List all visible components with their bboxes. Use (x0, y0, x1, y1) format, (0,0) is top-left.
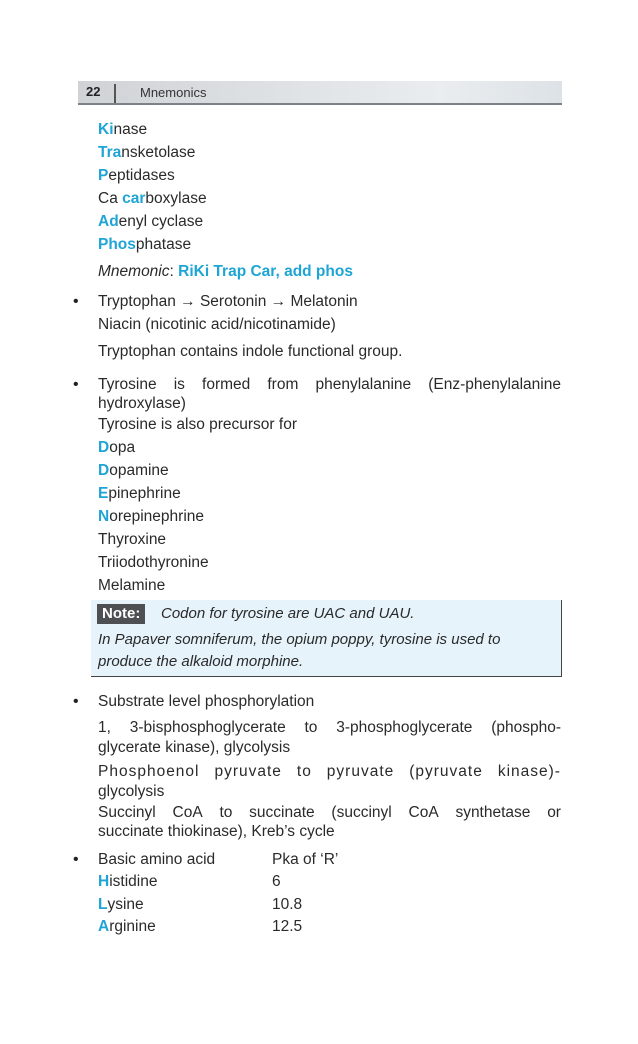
table-header-pka: Pka of ‘R’ (272, 851, 339, 868)
table-cell-pka: 6 (272, 873, 281, 890)
list-item (98, 235, 191, 255)
tyrosine-line-2: hydroxylase) (98, 395, 186, 412)
mnemonic-letter: H (98, 873, 110, 890)
word: to (304, 719, 318, 736)
word: Succinyl (98, 804, 156, 821)
tyrosine-line-3: Tyrosine is also precursor for (98, 416, 297, 433)
running-title: Mnemonics (140, 85, 207, 100)
word: 3-bisphosphoglycerate (129, 719, 286, 736)
word: phenylalanine (315, 376, 412, 393)
list-item-text: nase (113, 121, 148, 138)
mnemonic-letter: Tra (98, 144, 122, 161)
substrate-line-4: glycolysis (98, 783, 165, 800)
list-item (98, 438, 135, 458)
mnemonic-letter: D (98, 439, 110, 456)
header-rule (78, 103, 562, 105)
pathway-step: Melatonin (290, 293, 358, 310)
word: 3-phosphoglycerate (336, 719, 473, 736)
mnemonic-letter: E (98, 485, 109, 502)
word: to (219, 804, 233, 821)
word: kinase)- (497, 763, 561, 780)
substrate-title: Substrate level phosphorylation (98, 693, 315, 710)
word: succinate (249, 804, 315, 821)
table-cell-amino-acid (98, 917, 156, 937)
mnemonic-separator: : (169, 263, 179, 280)
substrate-line-6: succinate thiokinase), Kreb’s cycle (98, 823, 335, 840)
word: to (296, 763, 312, 780)
mnemonic-letter: P (98, 167, 109, 184)
list-item-text: opamine (109, 462, 169, 479)
list-item (98, 212, 203, 232)
pathway-step: Tryptophan (98, 293, 176, 310)
list-item-text: orepinephrine (109, 508, 204, 525)
table-header-amino-acid: Basic amino acid (98, 851, 216, 868)
list-item-text: enyl cyclase (118, 213, 204, 230)
list-item (98, 166, 175, 186)
mnemonic-letter: Ad (98, 213, 119, 230)
note-line-3: produce the alkaloid morphine. (98, 653, 304, 670)
list-item-text: boxylase (145, 190, 207, 207)
word: CoA (172, 804, 203, 821)
list-item (98, 484, 181, 504)
table-cell-amino-acid (98, 895, 144, 915)
mnemonic-text: RiKi Trap Car, add phos (178, 263, 353, 280)
substrate-line-1 (98, 718, 561, 738)
list-item (98, 461, 169, 481)
word: (phospho- (491, 719, 561, 736)
word: Tyrosine (98, 376, 157, 393)
list-item-text: pinephrine (108, 485, 181, 502)
list-item-text: phatase (135, 236, 192, 253)
amino-acid-name: istidine (109, 873, 158, 890)
bullet-icon: • (73, 693, 79, 710)
word: 1, (98, 719, 111, 736)
arrow-icon: → (180, 293, 196, 310)
word: is (173, 376, 185, 393)
word: (Enz-phenylalanine (428, 376, 561, 393)
substrate-line-2: glycerate kinase), glycolysis (98, 739, 291, 756)
substrate-line-3 (98, 762, 561, 782)
pathway-step: Serotonin (199, 293, 267, 310)
word: pyruvate (326, 763, 395, 780)
indole-line: Tryptophan contains indole functional group. (98, 343, 403, 360)
mnemonic-letter: L (98, 896, 108, 913)
table-cell-amino-acid (98, 872, 157, 892)
mnemonic-letter: Phos (98, 236, 136, 253)
note-label: Note: (97, 604, 145, 624)
amino-acid-name: ysine (107, 896, 144, 913)
word: from (267, 376, 299, 393)
list-item (98, 189, 207, 209)
tyrosine-line-1 (98, 375, 561, 395)
list-item (98, 576, 165, 596)
list-item (98, 143, 195, 163)
list-item (98, 120, 147, 140)
table-cell-pka: 12.5 (272, 918, 303, 935)
mnemonic-label: Mnemonic (98, 263, 170, 280)
mnemonic-letter: A (98, 918, 110, 935)
word: synthetase (455, 804, 531, 821)
mnemonic-letter: N (98, 508, 110, 525)
list-item-text: nsketolase (121, 144, 196, 161)
list-item (98, 530, 166, 550)
mnemonic-letter: Ki (98, 121, 114, 138)
list-item (98, 507, 204, 527)
word: formed (202, 376, 251, 393)
list-item-text: Melamine (98, 577, 166, 594)
word: or (547, 804, 561, 821)
amino-acid-name: rginine (109, 918, 156, 935)
list-item-text: opa (109, 439, 136, 456)
word: (pyruvate (409, 763, 483, 780)
list-item (98, 553, 209, 573)
note-line-1: Codon for tyrosine are UAC and UAU. (161, 605, 415, 622)
bullet-icon: • (73, 376, 79, 393)
mnemonic-letter: D (98, 462, 110, 479)
word: CoA (408, 804, 439, 821)
niacin-line: Niacin (nicotinic acid/nicotinamide) (98, 316, 336, 333)
word: Phosphoenol (98, 763, 200, 780)
list-item-text: Thyroxine (98, 531, 167, 548)
tryptophan-pathway (98, 292, 358, 312)
word: pyruvate (214, 763, 282, 780)
header-separator (114, 84, 116, 103)
list-item-prefix: Ca (98, 190, 123, 207)
mnemonic-letter: car (122, 190, 146, 207)
bullet-icon: • (73, 851, 79, 868)
list-item-text: Triiodothyronine (98, 554, 209, 571)
mnemonic-line (98, 262, 353, 282)
arrow-icon: → (270, 293, 287, 310)
substrate-line-5 (98, 803, 561, 823)
bullet-icon: • (73, 293, 79, 310)
list-item-text: eptidases (108, 167, 175, 184)
table-cell-pka: 10.8 (272, 896, 303, 913)
word: (succinyl (331, 804, 392, 821)
page-number: 22 (86, 84, 101, 99)
note-line-2: In Papaver somniferum, the opium poppy, tyrosine is used to (98, 631, 501, 648)
